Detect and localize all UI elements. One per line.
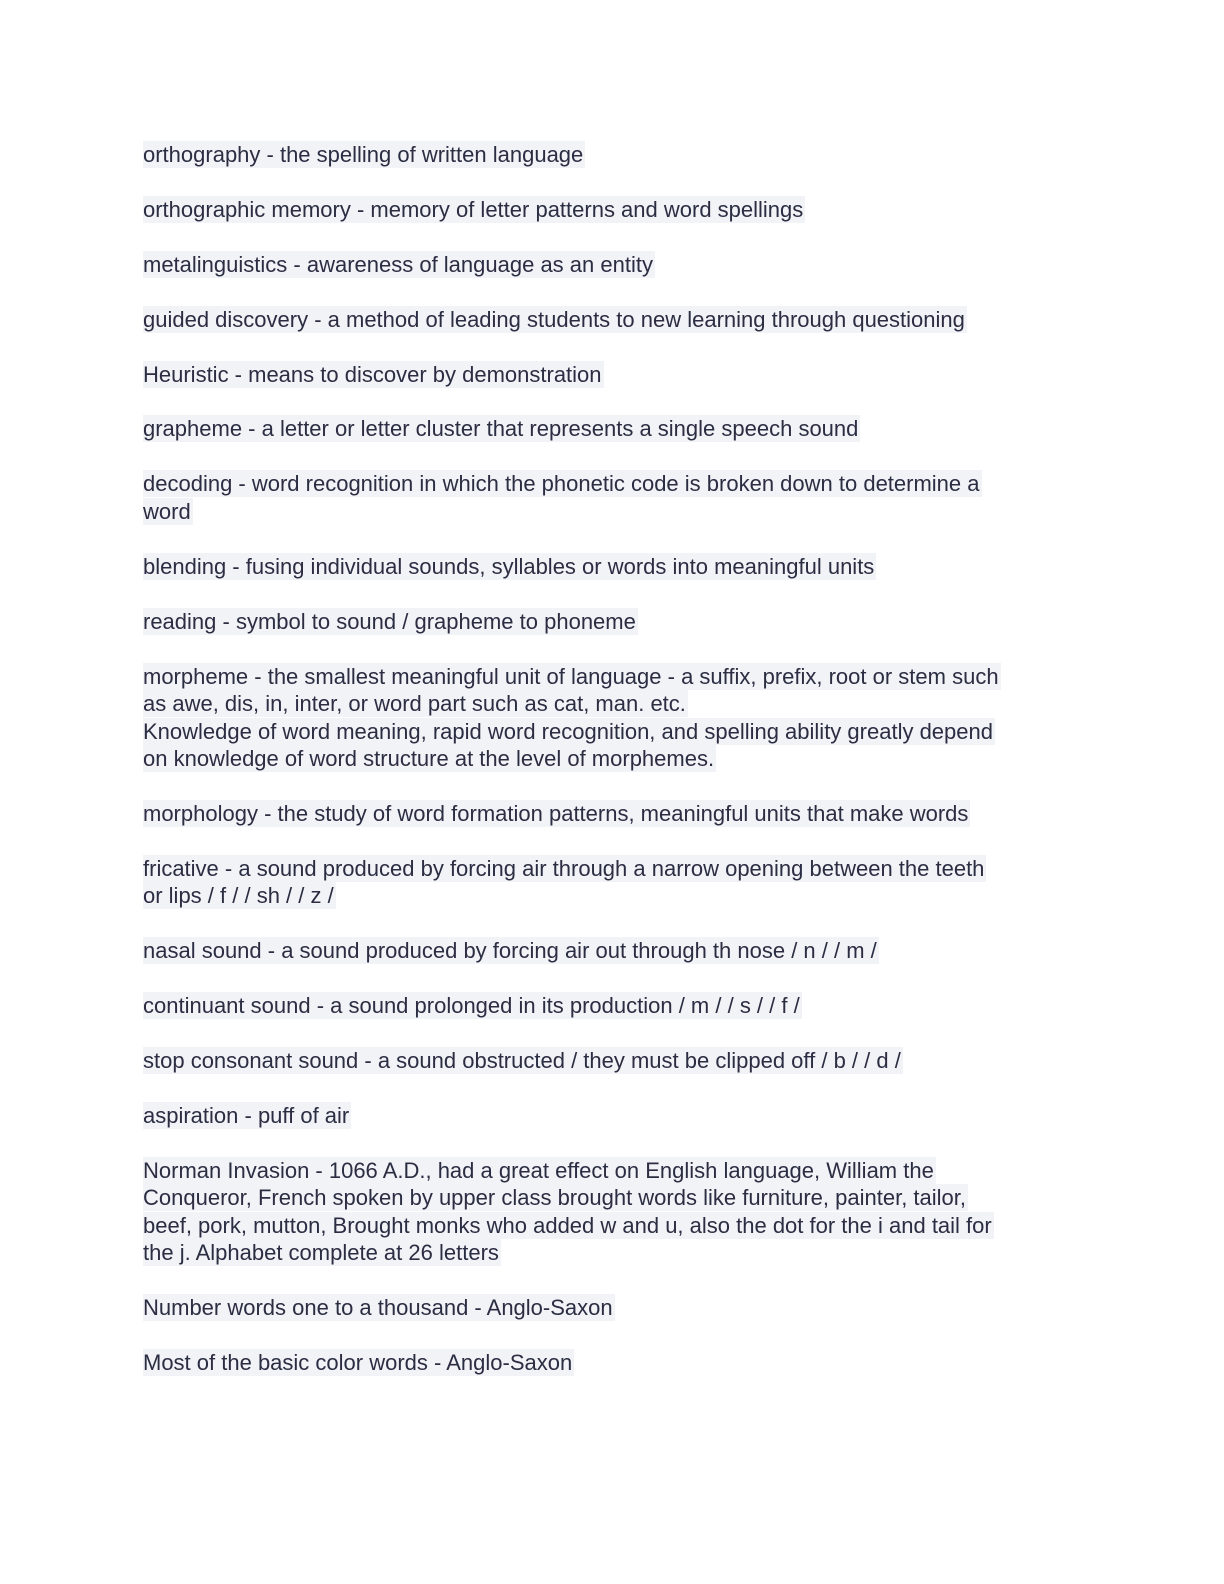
text-line — [143, 196, 1083, 224]
text-line — [143, 1157, 1083, 1185]
glossary-paragraph — [143, 937, 1083, 965]
text-line — [143, 745, 1083, 773]
glossary-paragraph — [143, 470, 1083, 525]
glossary-paragraph — [143, 196, 1083, 224]
glossary-paragraph — [143, 663, 1083, 773]
text-line-content: stop consonant sound - a sound obstructed / they must be clipped off / b / / d / — [143, 1047, 901, 1073]
glossary-paragraph — [143, 855, 1083, 910]
text-line-content: decoding - word recognition in which the phonetic code is broken down to determine a — [143, 471, 980, 497]
text-line-content: morphology - the study of word formation patterns, meaningful units that make words — [143, 800, 969, 826]
text-line — [143, 1294, 1083, 1322]
text-line-content: blending - fusing individual sounds, syllables or words into meaningful units — [143, 553, 875, 579]
text-line-content: reading - symbol to sound / grapheme to phoneme — [143, 608, 636, 634]
text-line-content: aspiration - puff of air — [143, 1102, 350, 1128]
glossary-paragraph — [143, 800, 1083, 828]
text-line-content: guided discovery - a method of leading students to new learning through questioning — [143, 306, 965, 332]
text-line-content: as awe, dis, in, inter, or word part such as cat, man. etc. — [143, 691, 686, 717]
text-line — [143, 663, 1083, 691]
text-line — [143, 690, 1083, 718]
glossary-paragraph — [143, 608, 1083, 636]
text-line — [143, 992, 1083, 1020]
text-line-content: Norman Invasion - 1066 A.D., had a great effect on English language, William the — [143, 1157, 934, 1183]
text-line-content: grapheme - a letter or letter cluster that represents a single speech sound — [143, 416, 859, 442]
text-line — [143, 553, 1083, 581]
text-line — [143, 1184, 1083, 1212]
text-line — [143, 1239, 1083, 1267]
glossary-paragraph — [143, 361, 1083, 389]
text-line — [143, 718, 1083, 746]
glossary-paragraph — [143, 1349, 1083, 1377]
text-line — [143, 470, 1083, 498]
glossary-paragraph — [143, 415, 1083, 443]
glossary-paragraph — [143, 141, 1083, 169]
glossary-paragraph — [143, 1157, 1083, 1267]
text-line-content: Most of the basic color words - Anglo-Saxon — [143, 1350, 573, 1376]
text-line-content: word — [143, 498, 191, 524]
text-line-content: orthography - the spelling of written language — [143, 142, 584, 167]
text-line — [143, 1349, 1083, 1377]
text-line-content: the j. Alphabet complete at 26 letters — [143, 1240, 499, 1266]
glossary-paragraph — [143, 553, 1083, 581]
text-line-content: fricative - a sound produced by forcing air through a narrow opening between the teeth — [143, 855, 985, 881]
glossary-paragraph — [143, 992, 1083, 1020]
text-line — [143, 1212, 1083, 1240]
text-line-content: beef, pork, mutton, Brought monks who added w and u, also the dot for the i and tail for — [143, 1212, 992, 1238]
glossary-paragraph — [143, 1102, 1083, 1130]
text-line-content: Heuristic - means to discover by demonstration — [143, 361, 602, 387]
text-line-content: Knowledge of word meaning, rapid word recognition, and spelling ability greatly depend — [143, 718, 993, 744]
text-line-content: Number words one to a thousand - Anglo-Saxon — [143, 1295, 613, 1321]
glossary-paragraph — [143, 306, 1083, 334]
text-line-content: nasal sound - a sound produced by forcing air out through th nose / n / / m / — [143, 938, 877, 964]
text-line — [143, 306, 1083, 334]
text-line — [143, 1047, 1083, 1075]
glossary-paragraph — [143, 1294, 1083, 1322]
text-line — [143, 498, 1083, 526]
glossary-paragraph — [143, 1047, 1083, 1075]
text-line — [143, 800, 1083, 828]
text-line — [143, 855, 1083, 883]
text-line — [143, 608, 1083, 636]
text-line — [143, 1102, 1083, 1130]
glossary-paragraph — [143, 251, 1083, 279]
text-line — [143, 937, 1083, 965]
document-body — [143, 141, 1083, 1404]
text-line-content: on knowledge of word structure at the level of morphemes. — [143, 746, 715, 772]
text-line-content: morpheme - the smallest meaningful unit of language - a suffix, prefix, root or stem such — [143, 663, 999, 689]
text-line — [143, 251, 1083, 279]
text-line-content: continuant sound - a sound prolonged in its production / m / / s / / f / — [143, 993, 800, 1019]
text-line — [143, 361, 1083, 389]
text-line-content: metalinguistics - awareness of language as an entity — [143, 251, 653, 277]
text-line-content: or lips / f / / sh / / z / — [143, 883, 334, 909]
text-line — [143, 141, 1083, 169]
text-line-content: Conqueror, French spoken by upper class brought words like furniture, painter, tailor, — [143, 1185, 967, 1211]
text-line — [143, 415, 1083, 443]
text-line-content: orthographic memory - memory of letter patterns and word spellings — [143, 196, 804, 222]
text-line — [143, 882, 1083, 910]
